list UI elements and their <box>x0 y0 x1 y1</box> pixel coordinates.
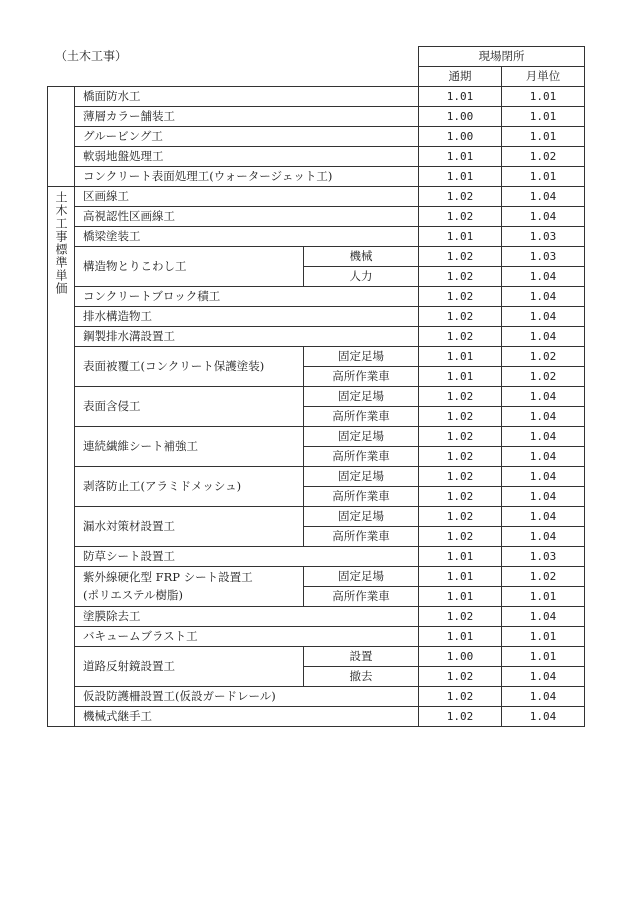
table-row <box>48 687 585 707</box>
table-row <box>48 207 585 227</box>
value-tsukitani: 1.01 <box>502 587 585 607</box>
value-tsuuki: 1.02 <box>419 467 502 487</box>
value-tsukitani: 1.04 <box>502 667 585 687</box>
item-name <box>75 127 419 147</box>
value-tsukitani: 1.04 <box>502 267 585 287</box>
item-sub-method: 固定足場 <box>304 467 419 487</box>
table-row <box>48 167 585 187</box>
table-row <box>48 87 585 107</box>
value-tsukitani: 1.03 <box>502 227 585 247</box>
item-sub-method: 人力 <box>304 267 419 287</box>
item-name <box>75 507 304 547</box>
value-tsukitani: 1.04 <box>502 607 585 627</box>
item-name-text: 薄層カラー舗装工 <box>83 108 175 123</box>
table-row <box>48 387 585 407</box>
value-tsukitani: 1.04 <box>502 187 585 207</box>
value-tsuuki: 1.02 <box>419 247 502 267</box>
value-tsuuki: 1.01 <box>419 547 502 567</box>
item-name-text: バキュームブラスト工 <box>83 628 198 643</box>
value-tsuuki: 1.02 <box>419 607 502 627</box>
table-row <box>48 347 585 367</box>
item-name <box>75 427 304 467</box>
value-tsuuki: 1.02 <box>419 427 502 447</box>
value-tsuuki: 1.02 <box>419 707 502 727</box>
value-tsukitani: 1.04 <box>502 507 585 527</box>
table-row <box>48 147 585 167</box>
item-name <box>75 227 419 247</box>
item-name <box>75 567 304 607</box>
item-name-text: 剥落防止工(アラミドメッシュ) <box>83 478 242 493</box>
value-tsuuki: 1.01 <box>419 347 502 367</box>
item-sub-method: 高所作業車 <box>304 487 419 507</box>
value-tsuuki: 1.02 <box>419 207 502 227</box>
header-col-tsukitani: 月単位 <box>502 67 585 87</box>
value-tsuuki: 1.02 <box>419 387 502 407</box>
value-tsuuki: 1.01 <box>419 147 502 167</box>
item-sub-method: 固定足場 <box>304 347 419 367</box>
table-row <box>48 507 585 527</box>
item-name <box>75 387 304 427</box>
item-sub-method: 設置 <box>304 647 419 667</box>
item-name <box>75 547 419 567</box>
table-row <box>48 227 585 247</box>
item-name-text: 排水構造物工 <box>83 308 152 323</box>
value-tsuuki: 1.00 <box>419 647 502 667</box>
value-tsukitani: 1.04 <box>502 327 585 347</box>
value-tsuuki: 1.02 <box>419 187 502 207</box>
item-name-text: 高視認性区画線工 <box>83 208 175 223</box>
value-tsuuki: 1.00 <box>419 127 502 147</box>
item-name <box>75 327 419 347</box>
item-name-text: 塗膜除去工 <box>83 608 141 623</box>
item-name <box>75 207 419 227</box>
item-name <box>75 607 419 627</box>
value-tsukitani: 1.04 <box>502 467 585 487</box>
value-tsuuki: 1.02 <box>419 307 502 327</box>
value-tsuuki: 1.01 <box>419 587 502 607</box>
item-sub-method: 固定足場 <box>304 567 419 587</box>
value-tsukitani: 1.03 <box>502 247 585 267</box>
table-row <box>48 547 585 567</box>
item-name <box>75 687 419 707</box>
item-name <box>75 627 419 647</box>
table-row <box>48 607 585 627</box>
header-group: 現場閉所 <box>419 47 585 67</box>
value-tsuuki: 1.01 <box>419 227 502 247</box>
value-tsuuki: 1.02 <box>419 527 502 547</box>
item-sub-method: 高所作業車 <box>304 367 419 387</box>
item-name <box>75 147 419 167</box>
item-name-text: 区画線工 <box>83 188 129 203</box>
value-tsuuki: 1.01 <box>419 627 502 647</box>
item-name-text-2: (ポリエステル樹脂) <box>83 587 183 602</box>
value-tsuuki: 1.01 <box>419 167 502 187</box>
value-tsuuki: 1.02 <box>419 447 502 467</box>
item-sub-method: 固定足場 <box>304 507 419 527</box>
table-body <box>48 87 585 727</box>
item-sub-method: 撤去 <box>304 667 419 687</box>
table-row <box>48 427 585 447</box>
table-row <box>48 307 585 327</box>
value-tsukitani: 1.03 <box>502 547 585 567</box>
side-group-blank <box>48 87 75 187</box>
item-sub-method: 固定足場 <box>304 387 419 407</box>
table-row <box>48 467 585 487</box>
item-name-text: 漏水対策材設置工 <box>83 518 175 533</box>
item-name <box>75 167 419 187</box>
value-tsuuki: 1.02 <box>419 287 502 307</box>
item-name-text: コンクリートブロック積工 <box>83 288 221 303</box>
item-name-text: 連続繊維シート補強工 <box>83 438 198 453</box>
value-tsukitani: 1.01 <box>502 127 585 147</box>
side-label <box>48 187 75 727</box>
table-row <box>48 647 585 667</box>
item-name <box>75 347 304 387</box>
table-row <box>48 107 585 127</box>
value-tsuuki: 1.01 <box>419 567 502 587</box>
item-name-text: グルービング工 <box>83 128 163 143</box>
value-tsukitani: 1.01 <box>502 87 585 107</box>
item-sub-method: 機械 <box>304 247 419 267</box>
value-tsuuki: 1.02 <box>419 487 502 507</box>
value-tsuuki: 1.02 <box>419 667 502 687</box>
item-sub-method: 高所作業車 <box>304 447 419 467</box>
item-name-text: 橋面防水工 <box>83 88 141 103</box>
header-col-tsuuki: 通期 <box>419 67 502 87</box>
item-name-text: 防草シート設置工 <box>83 548 175 563</box>
item-name <box>75 467 304 507</box>
item-name-text: 道路反射鏡設置工 <box>83 658 175 673</box>
item-name <box>75 647 304 687</box>
value-tsuuki: 1.02 <box>419 327 502 347</box>
value-tsukitani: 1.01 <box>502 107 585 127</box>
table-row <box>48 567 585 587</box>
item-name <box>75 107 419 127</box>
value-tsukitani: 1.04 <box>502 307 585 327</box>
rate-table <box>47 46 585 727</box>
value-tsukitani: 1.04 <box>502 527 585 547</box>
item-name-text: 機械式継手工 <box>83 708 152 723</box>
item-name-text: 軟弱地盤処理工 <box>83 148 164 163</box>
table-row <box>48 327 585 347</box>
table-row <box>48 127 585 147</box>
value-tsukitani: 1.04 <box>502 427 585 447</box>
value-tsukitani: 1.02 <box>502 567 585 587</box>
table-row <box>48 247 585 267</box>
item-sub-method: 固定足場 <box>304 427 419 447</box>
item-sub-method: 高所作業車 <box>304 527 419 547</box>
value-tsukitani: 1.04 <box>502 487 585 507</box>
value-tsuuki: 1.02 <box>419 407 502 427</box>
value-tsukitani: 1.04 <box>502 287 585 307</box>
value-tsukitani: 1.04 <box>502 387 585 407</box>
value-tsukitani: 1.01 <box>502 167 585 187</box>
value-tsuuki: 1.02 <box>419 507 502 527</box>
table-row <box>48 707 585 727</box>
item-name-text: 構造物とりこわし工 <box>83 258 187 273</box>
value-tsuuki: 1.01 <box>419 367 502 387</box>
item-name-text: 紫外線硬化型 FRP シート設置工 <box>83 569 253 584</box>
value-tsukitani: 1.02 <box>502 147 585 167</box>
value-tsukitani: 1.02 <box>502 347 585 367</box>
table-row <box>48 187 585 207</box>
item-name <box>75 187 419 207</box>
value-tsukitani: 1.04 <box>502 447 585 467</box>
item-name <box>75 307 419 327</box>
table-row <box>48 627 585 647</box>
value-tsuuki: 1.00 <box>419 107 502 127</box>
item-name <box>75 87 419 107</box>
value-tsukitani: 1.02 <box>502 367 585 387</box>
side-label-text: 土木工事標準単価 <box>54 191 68 295</box>
page-caption: （土木工事） <box>55 49 128 63</box>
value-tsuuki: 1.02 <box>419 687 502 707</box>
item-name-text: 橋梁塗装工 <box>83 228 141 243</box>
value-tsukitani: 1.04 <box>502 687 585 707</box>
value-tsukitani: 1.01 <box>502 647 585 667</box>
value-tsukitani: 1.04 <box>502 707 585 727</box>
value-tsuuki: 1.01 <box>419 87 502 107</box>
value-tsuuki: 1.02 <box>419 267 502 287</box>
value-tsukitani: 1.04 <box>502 207 585 227</box>
item-sub-method: 高所作業車 <box>304 407 419 427</box>
item-name-text: 鋼製排水溝設置工 <box>83 328 175 343</box>
item-name <box>75 287 419 307</box>
item-name-text: コンクリート表面処理工(ウォータージェット工) <box>83 168 333 183</box>
table-row <box>48 287 585 307</box>
item-name <box>75 707 419 727</box>
item-name-text: 表面被覆工(コンクリート保護塗装) <box>83 358 265 373</box>
item-name <box>75 247 304 287</box>
item-sub-method: 高所作業車 <box>304 587 419 607</box>
item-name-text: 仮設防護柵設置工(仮設ガードレール) <box>83 688 276 703</box>
value-tsukitani: 1.01 <box>502 627 585 647</box>
value-tsukitani: 1.04 <box>502 407 585 427</box>
item-name-text: 表面含侵工 <box>83 398 141 413</box>
